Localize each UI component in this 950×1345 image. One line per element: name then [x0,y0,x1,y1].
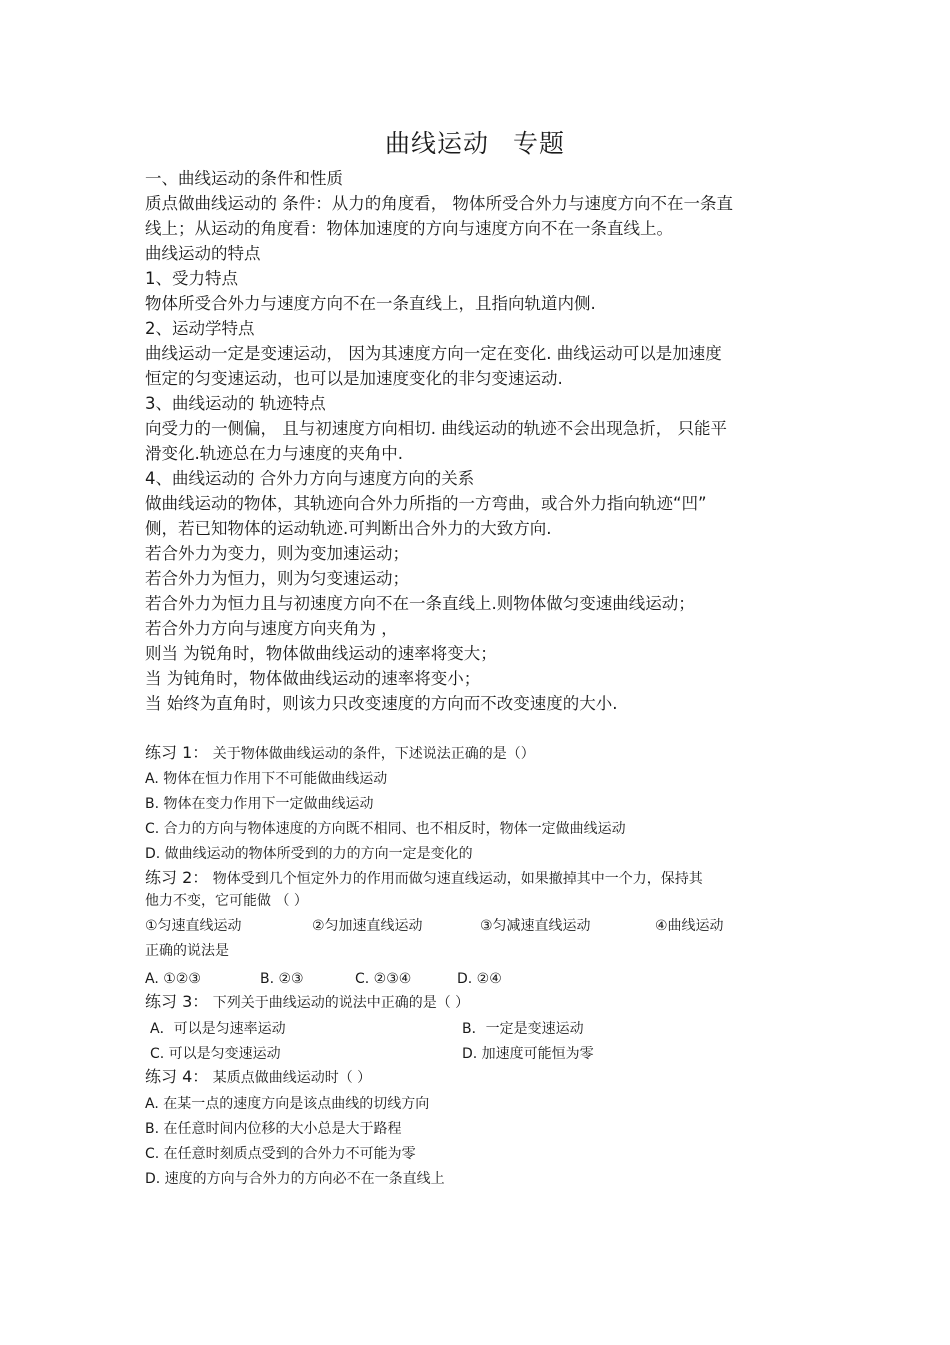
exercise-1-option-b: B. 物体在变力作用下一定做曲线运动 [145,796,374,812]
exercise-2-text-1: 物体受到几个恒定外力的作用而做匀速直线运动，如果撤掉其中一个力，保持其 [212,871,703,887]
exercise-2-option-b: B. ②③ [260,971,304,987]
exercise-3-label: 练习 3： [145,992,209,1011]
feature-4-text-7: 则当 为锐角时，物体做曲线运动的速率将变大； [145,644,497,663]
exercise-3-option-d: D. 加速度可能恒为零 [462,1046,594,1062]
exercise-1-text: 关于物体做曲线运动的条件，下述说法正确的是（） [212,746,535,762]
feature-4-text-1: 做曲线运动的物体，其轨迹向合外力所指的一方弯曲，或合外力指向轨迹“凹” [145,494,707,513]
exercise-3-option-c: C. 可以是匀变速运动 [150,1046,281,1062]
exercise-2-question [145,868,703,889]
exercise-3-option-b: B．一定是变速运动 [462,1021,584,1037]
exercise-2-prompt: 正确的说法是 [145,943,229,959]
exercise-3-text: 下列关于曲线运动的说法中正确的是（ ） [212,995,470,1011]
exercise-4-option-c: C. 在任意时刻质点受到的合外力不可能为零 [145,1146,416,1162]
title-part-1: 曲线运动 [384,129,489,158]
exercise-2-option-a: A. ①②③ [145,971,201,987]
section-heading: 一、曲线运动的条件和性质 [145,169,343,188]
exercise-2-statement-3: ③匀减速直线运动 [480,918,591,934]
exercise-1-question [145,743,535,764]
title-part-2: 专题 [513,129,566,158]
feature-3-heading: 3、曲线运动的 轨迹特点 [145,394,326,413]
exercise-2-option-d: D. ②④ [457,971,502,987]
feature-4-heading: 4、曲线运动的 合外力方向与速度方向的关系 [145,469,475,488]
condition-line-2: 线上；从运动的角度看：物体加速度的方向与速度方向不在一条直线上。 [145,219,673,238]
exercise-1-option-a: A. 物体在恒力作用下不可能做曲线运动 [145,771,388,787]
exercise-1-option-c: C. 合力的方向与物体速度的方向既不相同、也不相反时，物体一定做曲线运动 [145,821,626,837]
exercise-2-text-2: 他力不变，它可能做 （ ） [145,893,308,909]
feature-2-text-2: 恒定的匀变速运动，也可以是加速度变化的非匀变速运动. [145,369,563,388]
feature-4-text-8: 当 为钝角时，物体做曲线运动的速率将变小； [145,669,481,688]
exercise-1-label: 练习 1： [145,743,209,762]
exercise-4-option-a: A. 在某一点的速度方向是该点曲线的切线方向 [145,1096,430,1112]
feature-2-heading: 2、运动学特点 [145,319,255,338]
feature-2-text-1: 曲线运动一定是变速运动， 因为其速度方向一定在变化. 曲线运动可以是加速度 [145,344,722,363]
feature-4-text-5: 若合外力为恒力且与初速度方向不在一条直线上.则物体做匀变速曲线运动； [145,594,695,613]
feature-4-text-3: 若合外力为变力，则为变加速运动； [145,544,409,563]
exercise-4-option-b: B. 在任意时间内位移的大小总是大于路程 [145,1121,402,1137]
features-heading: 曲线运动的特点 [145,244,261,263]
exercise-2-statement-2: ②匀加速直线运动 [312,918,423,934]
exercise-3-question [145,992,469,1013]
feature-4-text-9: 当 始终为直角时，则该力只改变速度的方向而不改变速度的大小. [145,694,618,713]
exercise-1-option-d: D. 做曲线运动的物体所受到的力的方向一定是变化的 [145,846,473,862]
exercise-3-option-a: A．可以是匀速率运动 [150,1021,286,1037]
feature-3-text-2: 滑变化.轨迹总在力与速度的夹角中. [145,444,403,463]
exercise-4-question [145,1067,371,1088]
feature-4-text-6: 若合外力方向与速度方向夹角为 ， [145,619,398,638]
exercise-4-label: 练习 4： [145,1067,209,1086]
exercise-4-option-d: D. 速度的方向与合外力的方向必不在一条直线上 [145,1171,445,1187]
exercise-2-statement-1: ①匀速直线运动 [145,918,242,934]
condition-line-1: 质点做曲线运动的 条件：从力的角度看， 物体所受合外力与速度方向不在一条直 [145,194,733,213]
exercise-2-label: 练习 2： [145,868,209,887]
feature-4-text-4: 若合外力为恒力，则为匀变速运动； [145,569,409,588]
feature-3-text-1: 向受力的一侧偏， 且与初速度方向相切. 曲线运动的轨迹不会出现急折， 只能平 [145,419,727,438]
exercise-2-statement-4: ④曲线运动 [655,918,724,934]
feature-1-heading: 1、受力特点 [145,269,238,288]
exercise-2-option-c: C. ②③④ [355,971,412,987]
exercise-4-text: 某质点做曲线运动时（ ） [212,1070,372,1086]
feature-4-text-2: 侧，若已知物体的运动轨迹.可判断出合外力的大致方向. [145,519,552,538]
page-title [0,124,950,160]
feature-1-text: 物体所受合外力与速度方向不在一条直线上，且指向轨道内侧. [145,294,596,313]
